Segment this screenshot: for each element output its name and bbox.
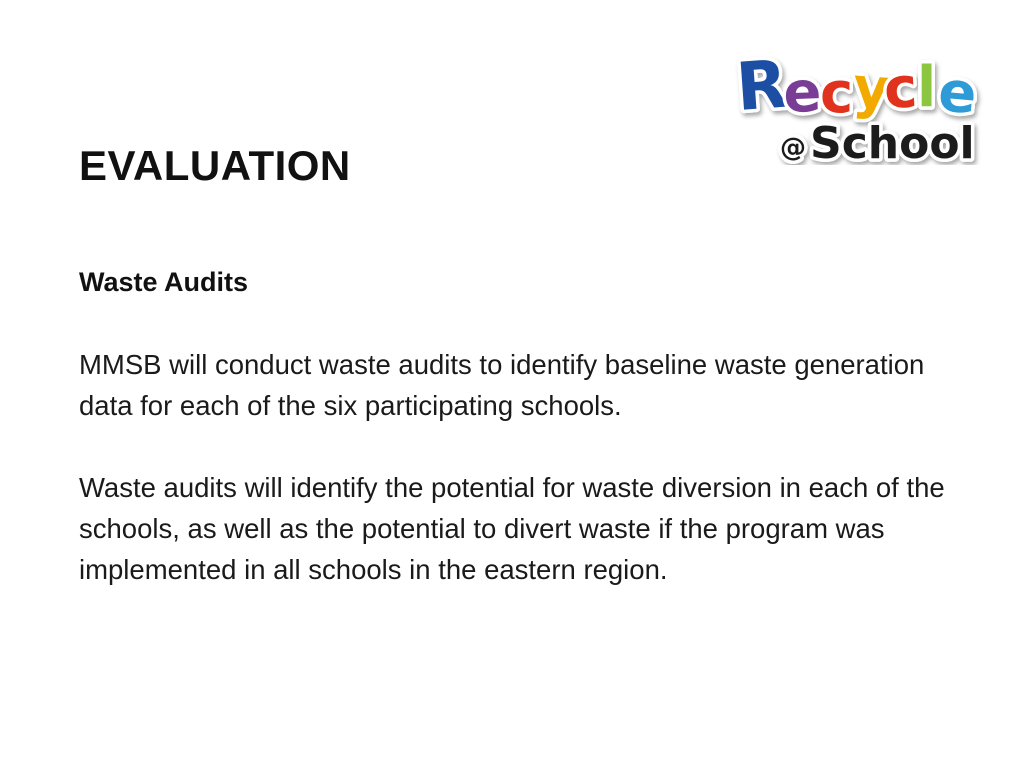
logo-letter-e2: e [935,59,980,128]
section-subtitle: Waste Audits [79,267,249,297]
logo-at-sign: @ [780,133,806,163]
logo-letter-e: e [782,59,823,126]
body-paragraph-2: Waste audits will identify the potential for waste diversion in each of the schools, as well as the potential to divert waste if the program was implemented in all schools in the eastern region. [79,472,945,585]
logo-letter-y: y [851,55,892,123]
logo-letter-r: R [733,45,790,126]
logo-letter-c2: c [882,55,919,122]
slide-title: EVALUATION [79,142,351,189]
body-paragraph-1: MMSB will conduct waste audits to identify baseline waste generation data for each of the six participating schools. [79,349,925,421]
logo-letter-c: c [820,61,854,126]
logo-letter-l: l [917,55,937,120]
recycle-at-school-logo [732,40,994,165]
logo-graphic [732,40,994,165]
logo-school-word: School [810,118,975,165]
